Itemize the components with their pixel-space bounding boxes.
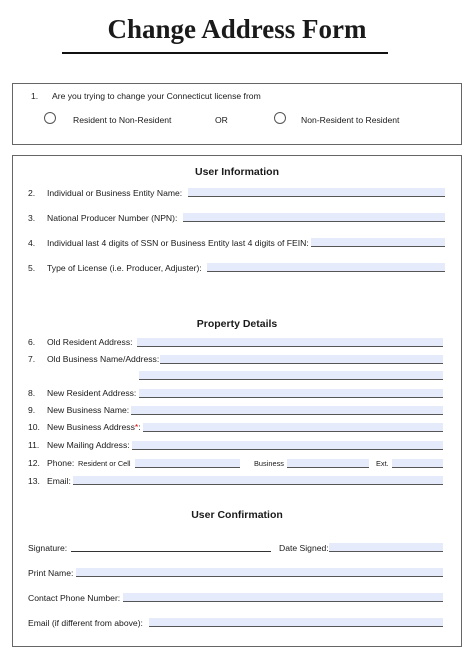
phone-business-label: Business — [254, 459, 284, 468]
contact-phone-field[interactable] — [123, 593, 443, 602]
user-information-heading: User Information — [194, 166, 279, 178]
q3-number: 3. — [28, 213, 36, 223]
q7-label: Old Business Name/Address: — [47, 354, 160, 364]
phone-ext-label: Ext. — [376, 459, 389, 468]
radio-nonresident-to-resident[interactable] — [274, 112, 286, 124]
alt-email-label: Email (if different from above): — [28, 618, 143, 628]
email-field[interactable] — [73, 476, 443, 485]
or-label: OR — [215, 115, 228, 125]
phone-resident-cell-label: Resident or Cell — [78, 459, 131, 468]
q4-number: 4. — [28, 238, 36, 248]
q11-number: 11. — [28, 440, 40, 450]
phone-resident-cell-field[interactable] — [135, 459, 240, 468]
q2-label: Individual or Business Entity Name: — [47, 188, 183, 198]
signature-line[interactable] — [71, 551, 271, 552]
q7-number: 7. — [28, 354, 36, 364]
radio-resident-to-nonresident[interactable] — [44, 112, 56, 124]
contact-phone-label: Contact Phone Number: — [28, 593, 121, 603]
new-business-name-field[interactable] — [131, 406, 443, 415]
q12-label: Phone: — [47, 458, 75, 468]
old-business-address-field[interactable] — [160, 355, 443, 364]
option-nonresident-to-resident-label: Non-Resident to Resident — [301, 115, 400, 125]
phone-ext-field[interactable] — [392, 459, 443, 468]
property-details-heading: Property Details — [196, 318, 278, 330]
q1-text: Are you trying to change your Connecticut license from — [52, 91, 261, 101]
print-name-field[interactable] — [76, 568, 443, 577]
date-signed-field[interactable] — [329, 543, 443, 552]
q13-number: 13. — [28, 476, 40, 486]
q10-label-text: New Business Address — [47, 422, 135, 432]
q13-label: Email: — [47, 476, 71, 486]
date-signed-label: Date Signed: — [279, 543, 329, 553]
q10-colon: : — [138, 422, 141, 432]
q6-label: Old Resident Address: — [47, 337, 133, 347]
q11-label: New Mailing Address: — [47, 440, 130, 450]
new-business-address-field[interactable] — [143, 423, 443, 432]
option-resident-to-nonresident-label: Resident to Non-Resident — [73, 115, 172, 125]
print-name-label: Print Name: — [28, 568, 74, 578]
form-title: Change Address Form — [107, 14, 367, 44]
q8-number: 8. — [28, 388, 36, 398]
alt-email-field[interactable] — [149, 618, 443, 627]
q5-number: 5. — [28, 263, 36, 273]
entity-name-field[interactable] — [188, 188, 445, 197]
title-underline — [62, 52, 388, 54]
q9-label: New Business Name: — [47, 405, 130, 415]
old-business-address-line2-field[interactable] — [139, 371, 443, 380]
q8-label: New Resident Address: — [47, 388, 137, 398]
required-asterisk: * — [134, 422, 139, 432]
new-resident-address-field[interactable] — [139, 389, 443, 398]
signature-label: Signature: — [28, 543, 68, 553]
q2-number: 2. — [28, 188, 36, 198]
new-mailing-address-field[interactable] — [132, 441, 443, 450]
license-type-field[interactable] — [207, 263, 445, 272]
npn-field[interactable] — [183, 213, 445, 222]
q6-number: 6. — [28, 337, 36, 347]
q10-number: 10. — [28, 422, 40, 432]
q12-number: 12. — [28, 458, 40, 468]
q1-number: 1. — [31, 91, 39, 101]
q3-label: National Producer Number (NPN): — [47, 213, 178, 223]
phone-business-field[interactable] — [287, 459, 369, 468]
q9-number: 9. — [28, 405, 36, 415]
q4-label: Individual last 4 digits of SSN or Business Entity last 4 digits of FEIN: — [47, 238, 309, 248]
user-confirmation-heading: User Confirmation — [191, 509, 283, 521]
ssn-fein-field[interactable] — [311, 238, 445, 247]
q10-label — [47, 422, 141, 432]
q5-label: Type of License (i.e. Producer, Adjuster): — [47, 263, 202, 273]
old-resident-address-field[interactable] — [137, 338, 443, 347]
